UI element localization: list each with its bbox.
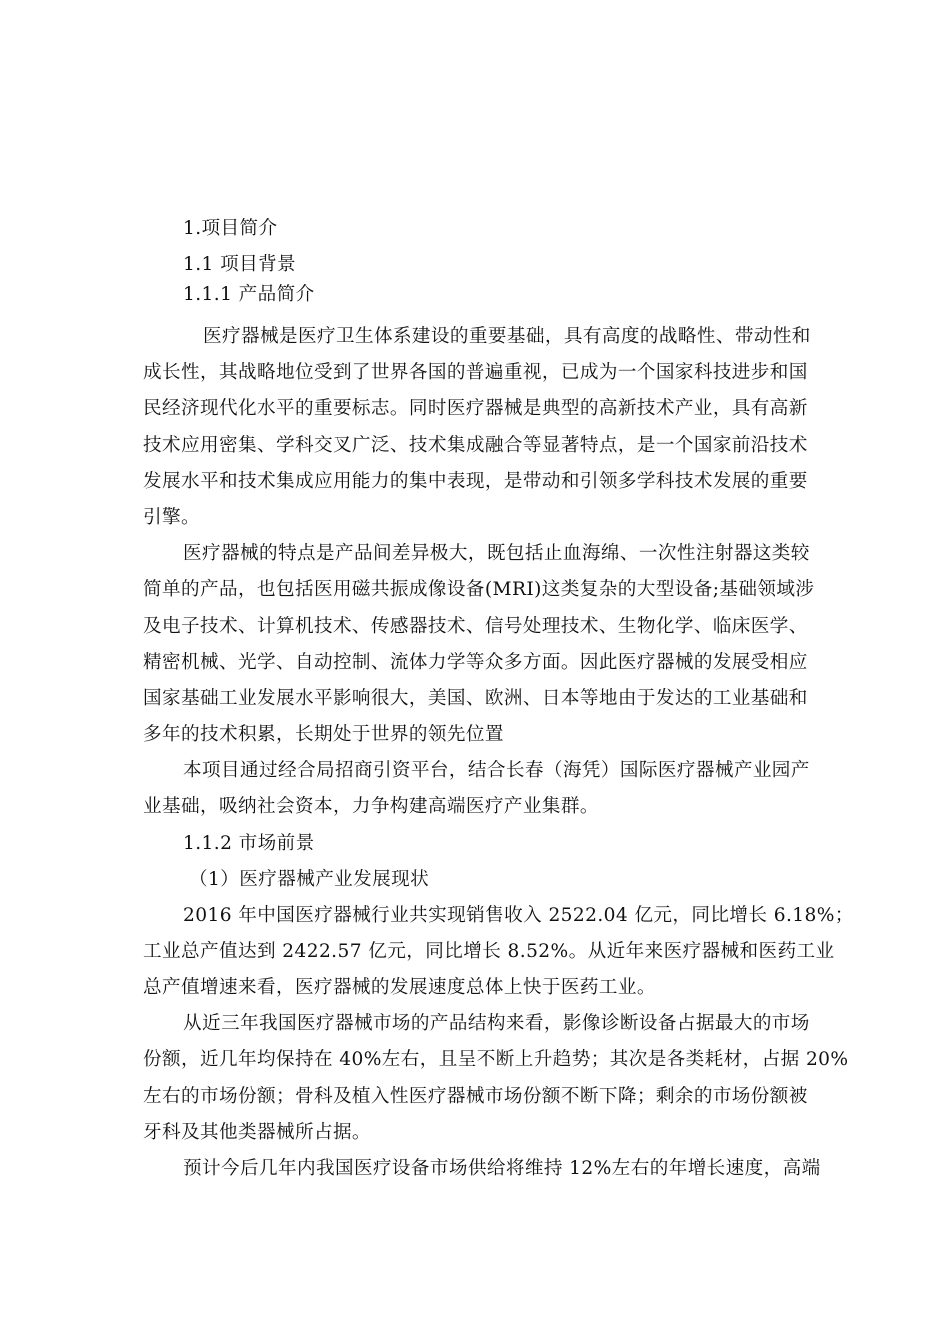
paragraph-line: 牙科及其他类器械所占据。 xyxy=(143,1121,371,1143)
paragraph-line: 简单的产品，也包括医用磁共振成像设备(MRI)这类复杂的大型设备;基础领域涉 xyxy=(143,579,815,601)
paragraph-device-features xyxy=(143,536,823,753)
paragraph-line: 份额，近几年均保持在 40%左右，且呈不断上升趋势；其次是各类耗材，占据 20% xyxy=(143,1049,849,1071)
paragraph-line: 工业总产值达到 2422.57 亿元，同比增长 8.52%。从近年来医疗器械和医药工业 xyxy=(143,940,835,962)
list-item-heading: （1）医疗器械产业发展现状 xyxy=(189,868,430,890)
paragraph-line: 民经济现代化水平的重要标志。同时医疗器械是典型的高新技术产业，具有高新 xyxy=(143,398,808,420)
paragraph-line: 预计今后几年内我国医疗设备市场供给将维持 12%左右的年增长速度，高端 xyxy=(183,1157,821,1179)
paragraph-line: 成长性，其战略地位受到了世界各国的普遍重视，已成为一个国家科技进步和国 xyxy=(143,362,808,384)
subsection-heading: 1.1 项目背景 xyxy=(183,254,297,275)
document-body xyxy=(143,214,854,1187)
paragraph-line: 技术应用密集、学科交叉广泛、技术集成融合等显著特点，是一个国家前沿技术 xyxy=(143,434,808,456)
paragraph-product-structure xyxy=(143,1006,849,1151)
paragraph-line: 业基础，吸纳社会资本，力争构建高端医疗产业集群。 xyxy=(143,796,599,818)
paragraph-product-intro xyxy=(143,319,823,536)
paragraph-industry-revenue xyxy=(143,898,854,1007)
subsubsection-heading-market: 1.1.2 市场前景 xyxy=(183,832,315,854)
paragraph-line: 医疗器械是医疗卫生体系建设的重要基础，具有高度的战略性、带动性和 xyxy=(203,326,811,347)
subsubsection-heading: 1.1.1 产品简介 xyxy=(183,284,315,305)
paragraph-market-forecast xyxy=(143,1151,823,1187)
paragraph-line: 2016 年中国医疗器械行业共实现销售收入 2522.04 亿元，同比增长 6.18%； xyxy=(183,904,854,926)
paragraph-line: 引擎。 xyxy=(143,506,200,528)
paragraph-project-summary xyxy=(143,753,823,825)
paragraph-line: 发展水平和技术集成应用能力的集中表现，是带动和引领多学科技术发展的重要 xyxy=(143,470,808,492)
paragraph-line: 从近三年我国医疗器械市场的产品结构来看，影像诊断设备占据最大的市场 xyxy=(183,1013,810,1035)
paragraph-line: 总产值增速来看，医疗器械的发展速度总体上快于医药工业。 xyxy=(143,977,656,998)
paragraph-line: 医疗器械的特点是产品间差异极大，既包括止血海绵、一次性注射器这类较 xyxy=(183,543,810,565)
paragraph-line: 多年的技术积累，长期处于世界的领先位置 xyxy=(143,724,504,746)
section-heading: 1.项目简介 xyxy=(183,218,278,239)
paragraph-line: 及电子技术、计算机技术、传感器技术、信号处理技术、生物化学、临床医学、 xyxy=(143,615,808,637)
paragraph-line: 本项目通过经合局招商引资平台，结合长春（海凭）国际医疗器械产业园产 xyxy=(183,760,810,782)
paragraph-line: 左右的市场份额；骨科及植入性医疗器械市场份额不断下降；剩余的市场份额被 xyxy=(143,1085,808,1107)
paragraph-line: 精密机械、光学、自动控制、流体力学等众多方面。因此医疗器械的发展受相应 xyxy=(143,651,808,673)
paragraph-line: 国家基础工业发展水平影响很大，美国、欧洲、日本等地由于发达的工业基础和 xyxy=(143,687,808,709)
